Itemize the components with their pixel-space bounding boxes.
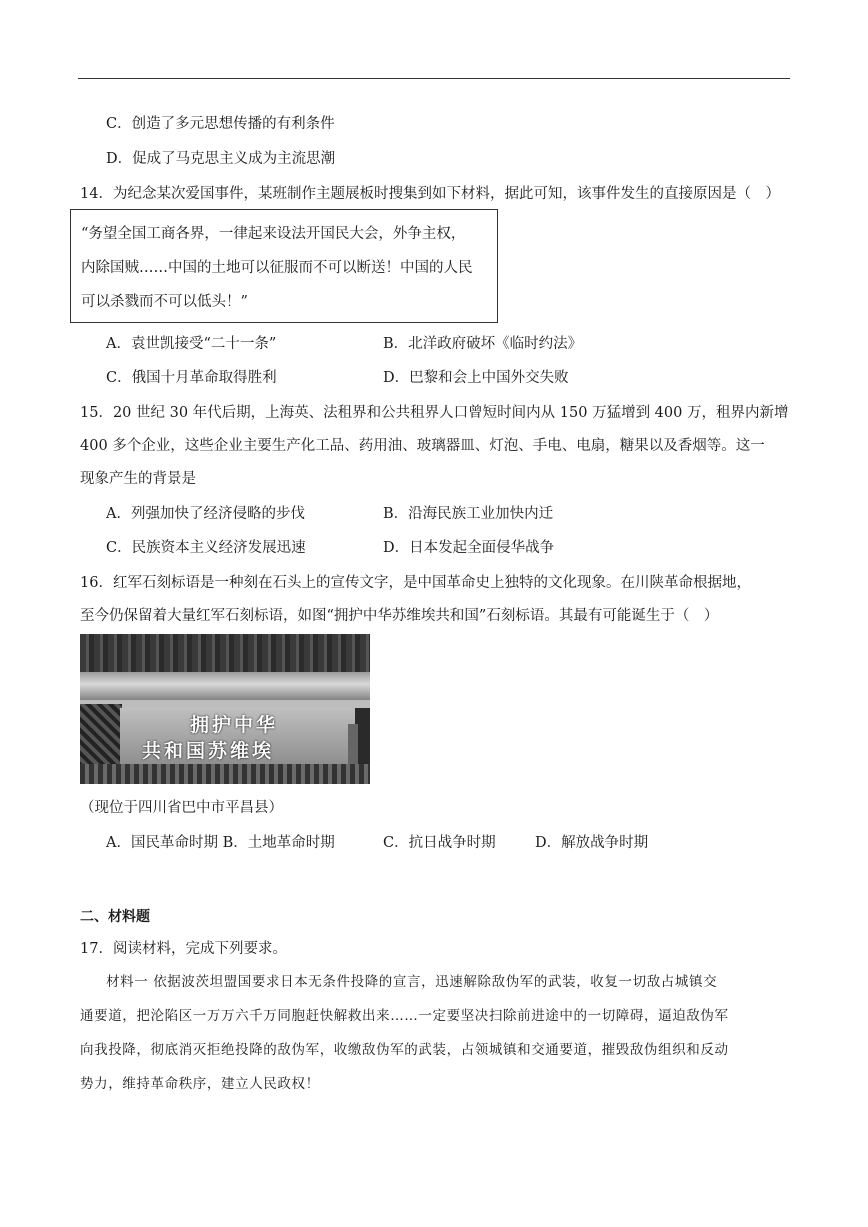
q17-stem: 17．阅读材料，完成下列要求。	[80, 941, 287, 957]
material-line: 通要道，把沦陷区一万万六千万同胞赶快解救出来……一定要坚决扫除前进途中的一切障碍，逼迫敌伪军	[80, 1008, 729, 1024]
material-line: 势力，维持革命秩序，建立人民政权！	[80, 1076, 320, 1092]
q13-option-c: C．创造了多元思想传播的有利条件	[106, 116, 335, 132]
q14-stem: 14．为纪念某次爱国事件，某班制作主题展板时搜集到如下材料，据此可知，该事件发生的直接原因是（ ）	[80, 186, 780, 202]
q14-quote-line: 内除国贼……中国的土地可以征服而不可以断送！中国的人民	[81, 260, 473, 276]
q14-option-b: B．北洋政府破坏《临时约法》	[383, 336, 583, 352]
q15-option-b: B．沿海民族工业加快内迁	[383, 506, 554, 522]
q15-option-c: C．民族资本主义经济发展迅速	[106, 540, 306, 556]
stone-inscription-photo	[80, 634, 370, 784]
q15-stem-line: 400 多个企业，这些企业主要生产化工品、药用油、玻璃器皿、灯泡、手电、电扇，糖果以及香烟等。这一	[80, 438, 765, 454]
section-heading: 二、材料题	[80, 909, 150, 925]
q14-quote-line: 可以杀戮而不可以低头！”	[81, 294, 248, 310]
inscription-bottom-text: 共和国苏维埃	[142, 740, 275, 762]
q16-option-c: C．抗日战争时期	[383, 835, 496, 851]
q13-option-d: D．促成了马克思主义成为主流思潮	[106, 151, 336, 167]
q14-option-a: A．袁世凯接受“二十一条”	[106, 336, 277, 352]
q14-quote-line: “务望全国工商各界，一律起来设法开国民大会，外争主权，	[81, 226, 466, 242]
photo-caption: （现位于四川省巴中市平昌县）	[80, 800, 283, 816]
q15-stem-line: 现象产生的背景是	[80, 471, 196, 487]
inscription-top-text: 拥护中华	[190, 714, 279, 736]
q16-option-a-b: A．国民革命时期 B．土地革命时期	[106, 835, 335, 851]
material-line: 材料一 依据波茨坦盟国要求日本无条件投降的宣言，迅速解除敌伪军的武装，收复一切敌占城镇交	[106, 974, 718, 990]
q14-option-c: C．俄国十月革命取得胜利	[106, 370, 277, 386]
q15-option-a: A．列强加快了经济侵略的步伐	[106, 506, 305, 522]
q16-stem-line: 至今仍保留着大量红军石刻标语，如图“拥护中华苏维埃共和国”石刻标语。其最有可能诞生于（ ）	[80, 608, 719, 624]
q14-quote-box	[70, 209, 498, 323]
header-rule	[78, 78, 790, 79]
material-line: 向我投降，彻底消灭拒绝投降的敌伪军，收缴敌伪军的武装，占领城镇和交通要道，摧毁敌伪组织和反动	[80, 1042, 729, 1058]
q14-option-d: D．巴黎和会上中国外交失败	[383, 370, 569, 386]
inscription-tablet	[120, 708, 355, 764]
q16-stem-line: 16．红军石刻标语是一种刻在石头上的宣传文字，是中国革命史上独特的文化现象。在川陕革命根据地，	[80, 575, 751, 591]
q16-option-d: D．解放战争时期	[535, 835, 649, 851]
q15-stem-line: 15．20 世纪 30 年代后期，上海英、法租界和公共租界人口曾短时间内从 150 万猛增到 400 万，租界内新增	[80, 405, 789, 421]
q15-option-d: D．日本发起全面侵华战争	[383, 540, 555, 556]
